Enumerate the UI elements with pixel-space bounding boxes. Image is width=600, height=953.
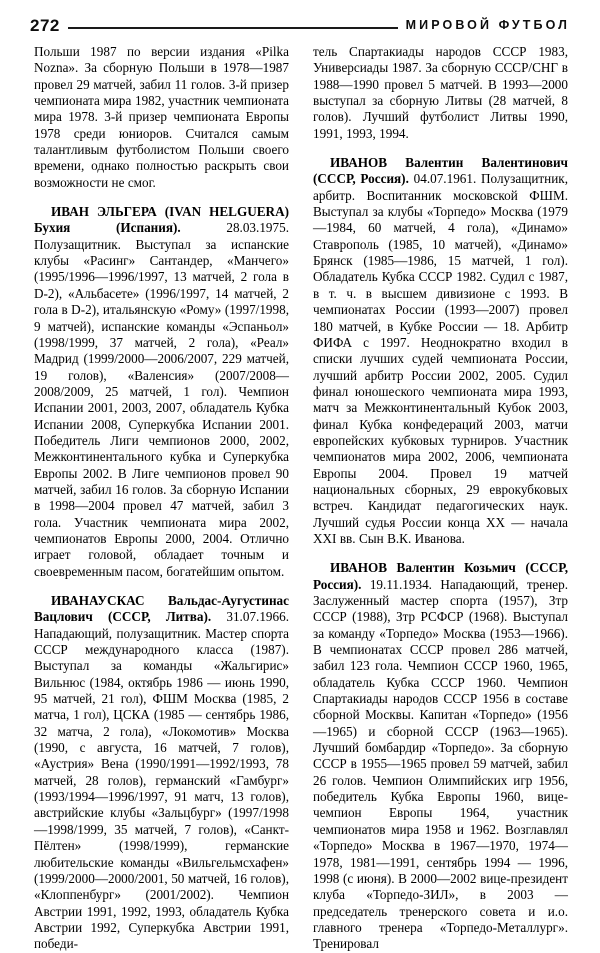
entry-ivan-helguera [34,204,289,580]
entry-text: тель Спартакиады народов СССР 1983, Универсиады 1987. За сборную СССР/СНГ в 1988—1990 провел 5 матчей. В 1993—2000 выступал за сборную Литвы (28 матчей, 8 голов). Лучший футболист Литвы 1990, 1991, 1993, 1994. [313,44,568,141]
entry-headword: ИВАН ЭЛЬГЕРА (IVAN HELGUERA) Бухия (Испания). [34,204,289,236]
header-rule [68,27,398,29]
entry-text: 04.07.1961. Полузащитник, арбитр. Воспитанник московской ФШМ. Выступал за клубы «Торпедо» Москва (1979—1984, 60 матчей, 4 гола), «Динамо» Ставрополь (1985, 10 матчей), «Динамо» Брянск (1985—1986, 15 матчей, 1 гол). Обладатель Кубка СССР 1982. Судил с 1987, в т. ч. в высшем дивизионе с 1993. В чемпионатах России (1993—2007) провел 180 матчей, в Кубке России — 18. Арбитр ФИФА с 1997. Неоднократно входил в списки лучших судей чемпионата России, лучший арбитр России 2002, 2005. Судил финал юношеского чемпионата мира 1993, матч за Межконтинентальный Кубок 2003, финал Кубка конфедераций 2003, матчи европейских кубковых турниров. Участник чемпионатов мира 2002, 2006, чемпионата Европы 2004. Провел 19 матчей национальных сборных, 29 еврокубковых встреч. Кандидат педагогических наук. Лучший судья России конца XX — начала XXI вв. Сын В.К. Иванова. [313,171,568,546]
entry-ivanov-valentin-valentinovich [313,155,568,547]
entry-ivanauskas [34,593,289,953]
running-title: МИРОВОЙ ФУТБОЛ [405,17,570,32]
entry-continuation-polska [34,44,289,191]
running-head [30,12,570,38]
entry-ivanov-valentin-kozmich [313,560,568,952]
entry-body [34,44,289,191]
entry-headword: ИВАНАУСКАС Вальдас-Аугустинас Вацлович (СССР, Литва). [34,593,289,625]
body-columns [34,44,568,952]
entry-text: 31.07.1966. Нападающий, полузащитник. Мастер спорта СССР международного класса (1987). Выступал за команды «Жальгирис» Вильнюс (1984, октябрь 1986 — июнь 1990, 95 матчей, 21 гол), ФШМ Москва (1985, 2 матча, 1 гол), ЦСКА (1985 — сентябрь 1986, 32 матча, 2 гола), «Локомотив» Москва (1990, с августа, 16 матчей, 7 голов), «Аустрия» Вена (1990/1991—1992/1993, 78 матчей, 28 голов), германский «Гамбург» (1993/1994—1996/1997, 91 матч, 13 голов), австрийские клубы «Зальцбург» (1997/1998—1998/1999, 35 матчей, 7 голов), «Санкт-Пёлтен» (1998/1999), германские любительские команды «Вильгельмсхафен» (1999/2000—2000/2001, 50 матчей, 16 голов), «Клоппенбург» (2001/2002). Чемпион Австрии 1991, 1992, 1993, обладатель Кубка Австрии 1992, Суперкубка Австрии 1991, победи- [34,609,290,952]
entry-body [34,204,289,580]
entry-headword: ИВАНОВ Валентин Козьмич (СССР, Россия). [313,560,568,592]
entry-text: 19.11.1934. Нападающий, тренер. Заслуженный мастер спорта (1957), Зтр СССР (1988), Зтр РСФСР (1968). Выступал за команду «Торпедо» Москва (1953—1966). В чемпионатах СССР провел 286 матчей, забил 123 гола. Чемпион СССР 1960, 1965, обладатель Кубка СССР 1960. Чемпион Спартакиады народов СССР 1956 в составе сборной Москвы. Капитан «Торпедо» (1956—1965) и сборной СССР (1963—1965). Лучший бомбардир «Торпедо». За сборную СССР в 1955—1965 провел 59 матчей, забил 26 голов. Чемпион Олимпийских игр 1956, победитель Кубка Европы 1960, вице-чемпион Европы 1964, участник чемпионатов мира 1958 и 1962. Возглавлял «Торпедо» Москва в 1967—1970, 1974—1978, 1981—1991, сентябрь 1994 — 1996, 1998 (с июня). В 2000—2002 вице-президент клуба «Торпедо-ЗИЛ», в 2003 — председатель тренерского совета и и.о. главного тренера «Торпедо-Металлург». Тренировал [313,576,568,952]
entry-body [313,155,568,547]
column-left [34,44,290,952]
entry-text: 28.03.1975. Полузащитник. Выступал за испанские клубы «Расинг» Сантандер, «Манчего» (1995/1996—1996/1997, 13 матчей, 2 гола в D-2), «Альбасете» (1996/1997, 14 матчей, 2 гола в D-2), итальянскую «Рому» (1997/1998, 9 матчей), испанские команды «Эспаньол» (1998/1999, 37 матчей, 2 гола), «Реал» Мадрид (1999/2000—2006/2007, 229 матчей, 19 голов), «Валенсия» (2007/2008—2008/2009, 25 матчей, 1 гол). Чемпион Испании 2001, 2003, 2007, обладатель Кубка Испании 2008, Суперкубка Испании 2001. Победитель Лиги чемпионов 2000, 2002, Межконтинентального кубка и Суперкубка Европы 2002. В Лиге чемпионов провел 90 матчей, забил 16 голов. За сборную Испании в 1998—2004 провел 47 матчей, забил 3 гола. Участник чемпионата мира 2002, чемпионатов Европы 2000, 2004. Отлично играет головой, обладает точным и своевременным пасом, богатейшим опытом. [34,220,289,579]
entry-body [34,593,289,953]
entry-continuation-ivanauskas [313,44,568,142]
entry-body [313,44,568,142]
entry-text: Польши 1987 по версии издания «Pilka Nozna». За сборную Польши в 1978—1987 провел 29 матчей, забил 11 голов. 3-й призер чемпионата мира 1982, участник чемпионата мира 1978. 3-й призер чемпионата Европы 1978 среди юниоров. Считался самым талантливым футболистом Польши своего времени, однако полностью раскрыть свои возможности не смог. [34,44,289,190]
page-number: 272 [30,15,60,35]
entry-body [313,560,568,952]
entry-headword: ИВАНОВ Валентин Валентинович (СССР, Россия). [313,155,568,187]
column-right [313,44,568,952]
